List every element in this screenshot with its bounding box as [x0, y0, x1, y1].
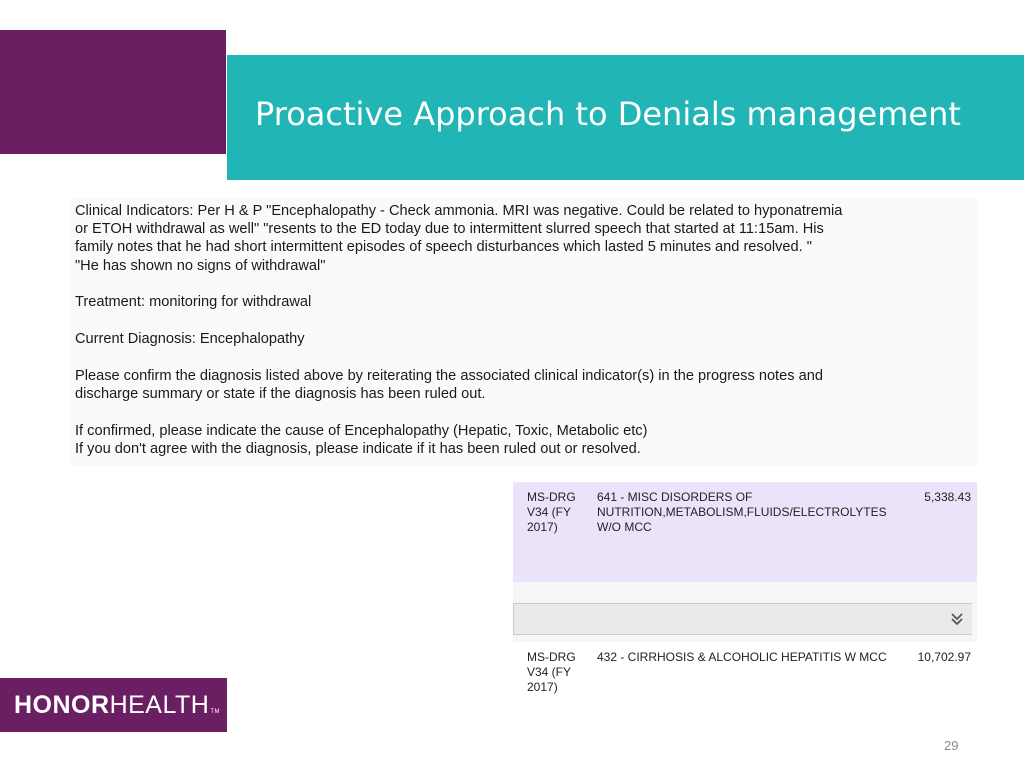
- drg-amount: 10,702.97: [917, 650, 971, 664]
- logo-regular-part: HEALTH: [109, 691, 210, 719]
- text-line: discharge summary or state if the diagnosis has been ruled out.: [75, 386, 486, 403]
- label-line: V34 (FY: [527, 665, 572, 679]
- expand-bar[interactable]: [513, 603, 972, 635]
- label-line: MS-DRG: [527, 650, 576, 664]
- desc-line: 641 - MISC DISORDERS OF: [597, 490, 753, 504]
- desc-line: 432 - CIRRHOSIS & ALCOHOLIC HEPATITIS W MCC: [597, 650, 887, 664]
- clinical-indicators-paragraph: [75, 202, 977, 275]
- logo-wordmark: [14, 691, 220, 720]
- slide-title: Proactive Approach to Denials management: [255, 95, 961, 133]
- text-line: Please confirm the diagnosis listed above by reiterating the associated clinical indicator(s) in the progress notes and: [75, 368, 823, 384]
- desc-line: W/O MCC: [597, 520, 652, 534]
- drg-row-641: [513, 482, 977, 582]
- drg-description: [597, 650, 907, 665]
- honorhealth-logo: [0, 678, 227, 732]
- purple-accent-block: [0, 30, 226, 154]
- trademark-mark: TM: [210, 709, 221, 715]
- drg-version-label: [527, 650, 593, 695]
- text-line: or ETOH withdrawal as well" "resents to the ED today due to intermittent slurred speech that started at 11:15am. His: [75, 221, 824, 238]
- label-line: MS-DRG: [527, 490, 576, 504]
- drg-comparison-panel: [513, 482, 977, 729]
- label-line: 2017): [527, 520, 558, 534]
- label-line: 2017): [527, 680, 558, 694]
- label-line: V34 (FY: [527, 505, 572, 519]
- if-confirmed-paragraph: [75, 422, 977, 458]
- text-line: If confirmed, please indicate the cause of Encephalopathy (Hepatic, Toxic, Metabolic etc): [75, 423, 648, 439]
- title-banner: [227, 55, 1024, 180]
- confirm-paragraph: [75, 367, 977, 403]
- logo-bold-part: HONOR: [14, 691, 110, 719]
- current-diagnosis-line: Current Diagnosis: Encephalopathy: [75, 331, 305, 347]
- drg-amount: 5,338.43: [924, 490, 971, 504]
- drg-version-label: [527, 490, 593, 535]
- text-line: family notes that he had short intermittent episodes of speech disturbances which lasted 5 minutes and resolved. ": [75, 239, 812, 256]
- desc-line: NUTRITION,METABOLISM,FLUIDS/ELECTROLYTES: [597, 505, 887, 519]
- text-line: "He has shown no signs of withdrawal": [75, 257, 326, 274]
- drg-description: [597, 490, 907, 535]
- clinical-query-text: [69, 198, 977, 466]
- text-line: Clinical Indicators: Per H & P "Encephalopathy - Check ammonia. MRI was negative. Could be related to hyponatremia: [75, 203, 843, 219]
- page-number: 29: [944, 738, 959, 753]
- treatment-line: Treatment: monitoring for withdrawal: [75, 294, 312, 310]
- text-line: If you don't agree with the diagnosis, please indicate if it has been ruled out or resolved.: [75, 441, 641, 458]
- double-chevron-down-icon[interactable]: [948, 610, 966, 628]
- drg-row-432: [513, 642, 977, 729]
